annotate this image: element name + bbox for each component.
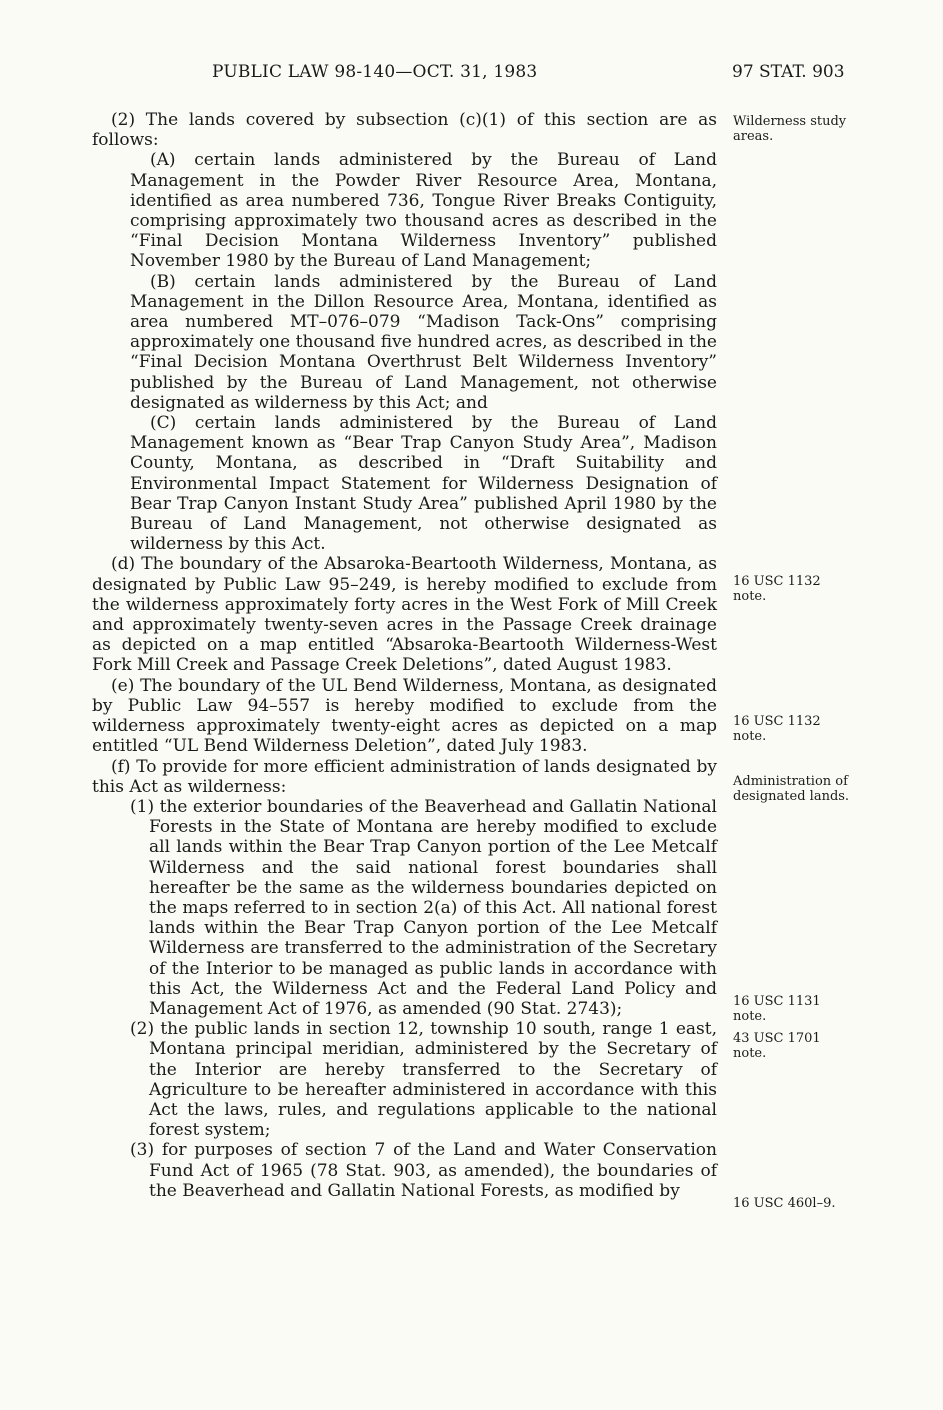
paragraph-e: (e) The boundary of the UL Bend Wilderness, Montana, as designated by Public Law 94–557 is hereby modified to exclude from the wilderness approximately twenty-eight acres as depicted on a map entitled “UL Bend Wilderness Deletion”, dated July 1983. bbox=[92, 675, 717, 757]
margin-note-16usc1132-a: 16 USC 1132 note. bbox=[733, 574, 821, 604]
paragraph-2c: (C) certain lands administered by the Bureau of Land Management known as “Bear Trap Canyon Study Area”, Madison County, Montana, as described in “Draft Suitability and Environmental Impact Statement for Wilderness Designation of Bear Trap Canyon Instant Study Area” published April 1980 by the Bureau of Land Management, not otherwise designated as wilderness by this Act. bbox=[130, 413, 717, 555]
margin-note-16usc1131: 16 USC 1131 note. bbox=[733, 994, 821, 1024]
paragraph-f1: (1) the exterior boundaries of the Beaverhead and Gallatin National Forests in the State of Montana are hereby modified to exclude all lands within the Bear Trap Canyon portion of the Lee Metcalf Wilderness and the said national forest boundaries shall hereafter be the same as the wilderness boundaries depicted on the maps referred to in section 2(a) of this Act. All national forest lands within the Bear Trap Canyon portion of the Lee Metcalf Wilderness are transferred to the administration of the Secretary of the Interior to be managed as public lands in accordance with this Act, the Wilderness Act and the Federal Land Policy and Management Act of 1976, as amended (90 Stat. 2743); bbox=[130, 796, 717, 1019]
running-header-page: 97 STAT. 903 bbox=[732, 62, 845, 82]
paragraph-f: (f) To provide for more efficient administration of lands designated by this Act as wilderness: bbox=[92, 756, 717, 797]
paragraph-2b: (B) certain lands administered by the Bureau of Land Management in the Dillon Resource Area, Montana, identified as area numbered MT–076–079 “Madison Tack-Ons” comprising approximately one thousand five hundred acres, as described in the “Final Decision Montana Overthrust Belt Wilderness Inventory” published by the Bureau of Land Management, not otherwise designated as wilderness by this Act; and bbox=[130, 271, 717, 413]
paragraph-2a: (A) certain lands administered by the Bureau of Land Management in the Powder River Resource Area, Montana, identified as area numbered 736, Tongue River Breaks Contiguity, comprising approximately two thousand acres as described in the “Final Decision Montana Wilderness Inventory” published November 1980 by the Bureau of Land Management; bbox=[130, 150, 717, 272]
margin-note-wilderness-study: Wilderness study areas. bbox=[733, 114, 847, 144]
margin-note-administration: Administration of designated lands. bbox=[733, 774, 850, 804]
paragraph-f3: (3) for purposes of section 7 of the Land and Water Conservation Fund Act of 1965 (78 Stat. 903, as amended), the boundaries of the Beaverhead and Gallatin National Forests, as modified by bbox=[130, 1140, 717, 1201]
paragraph-f2: (2) the public lands in section 12, township 10 south, range 1 east, Montana principal meridian, administered by the Secretary of the Interior are hereby transferred to the Secretary of Agriculture to be hereafter administered in accordance with this Act the laws, rules, and regulations applicable to the national forest system; bbox=[130, 1019, 717, 1141]
running-header-title: PUBLIC LAW 98-140—OCT. 31, 1983 bbox=[212, 62, 538, 82]
margin-note-16usc460l: 16 USC 460l–9. bbox=[733, 1196, 836, 1211]
paragraph-2: (2) The lands covered by subsection (c)(1) of this section are as follows: bbox=[92, 110, 717, 151]
margin-note-43usc1701: 43 USC 1701 note. bbox=[733, 1031, 821, 1061]
main-text-column bbox=[92, 110, 717, 1201]
margin-note-16usc1132-b: 16 USC 1132 note. bbox=[733, 714, 821, 744]
paragraph-d: (d) The boundary of the Absaroka-Beartooth Wilderness, Montana, as designated by Public Law 95–249, is hereby modified to exclude from the wilderness approximately forty acres in the West Fork of Mill Creek and approximately twenty-seven acres in the Passage Creek drainage as depicted on a map entitled “Absaroka-Beartooth Wilderness-West Fork Mill Creek and Passage Creek Deletions”, dated August 1983. bbox=[92, 554, 717, 676]
